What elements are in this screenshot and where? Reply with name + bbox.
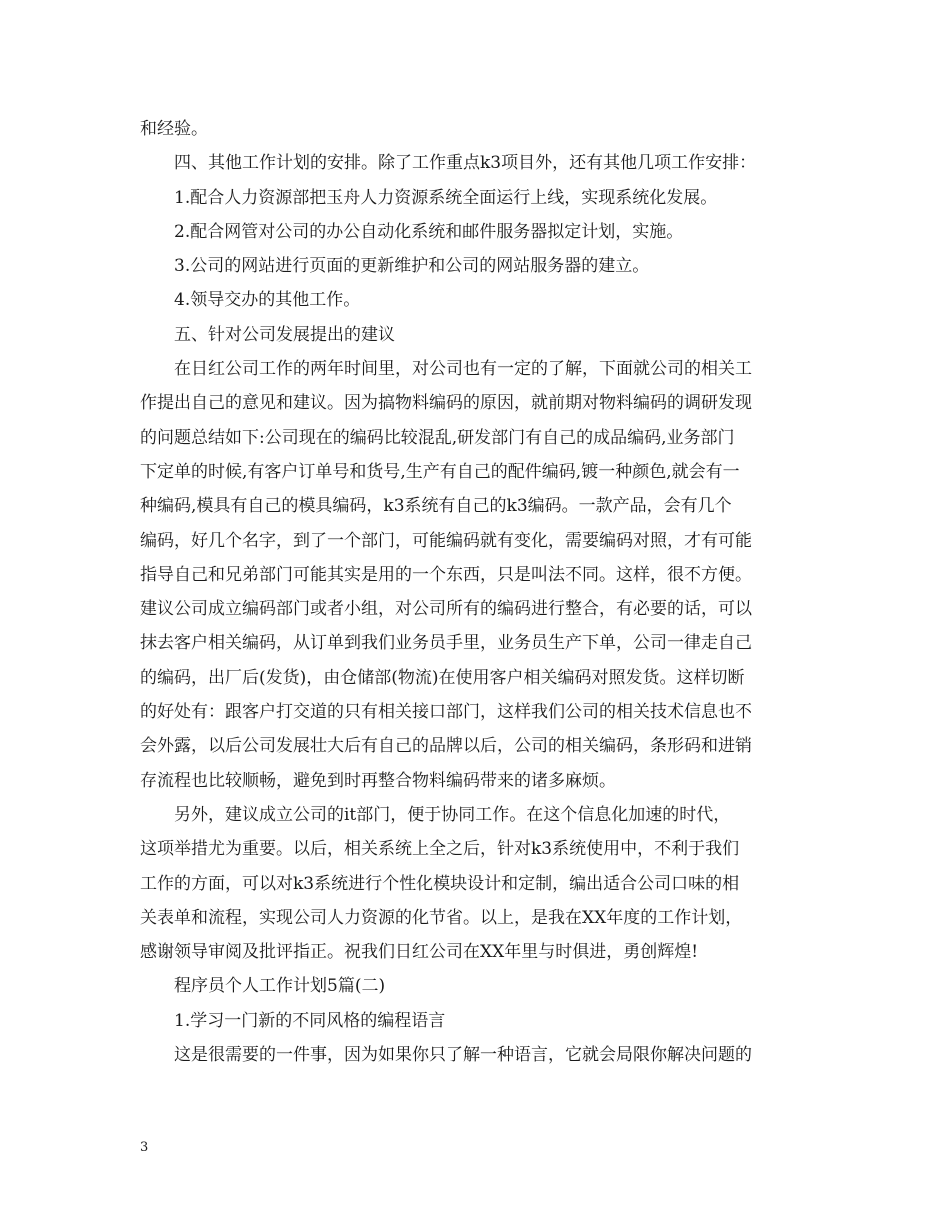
paragraph-line: 和经验。	[140, 119, 208, 139]
list-item: 1.配合人力资源部把玉舟人力资源系统全面运行上线，实现系统化发展。	[174, 187, 718, 208]
paragraph-line: 另外，建议成立公司的it部门，便于协同工作。在这个信息化加速的时代，	[174, 804, 731, 825]
section-title-part-two: 程序员个人工作计划5篇(二)	[174, 976, 386, 997]
paragraph-line: 作提出自己的意见和建议。因为搞物料编码的原因，就前期对物料编码的调研发现	[140, 393, 752, 414]
paragraph-line: 的编码，出厂后(发货)，由仓储部(物流)在使用客户相关编码对照发货。这样切断	[140, 667, 745, 688]
paragraph-line: 存流程也比较顺畅，避免到时再整合物料编码带来的诸多麻烦。	[140, 770, 616, 791]
paragraph-line: 的好处有：跟客户打交道的只有相关接口部门，这样我们公司的相关技术信息也不	[140, 702, 752, 723]
paragraph-line: 种编码,模具有自己的模具编码，k3系统有自己的k3编码。一款产品，会有几个	[140, 496, 732, 517]
paragraph-line: 在日红公司工作的两年时间里，对公司也有一定的了解，下面就公司的相关工	[174, 359, 752, 380]
paragraph-line: 会外露，以后公司发展壮大后有自己的品牌以后，公司的相关编码，条形码和进销	[140, 736, 752, 757]
list-item: 3.公司的网站进行页面的更新维护和公司的网站服务器的建立。	[174, 256, 650, 277]
paragraph-line: 建议公司成立编码部门或者小组，对公司所有的编码进行整合，有必要的话，可以	[140, 599, 752, 620]
paragraph-line: 这是很需要的一件事，因为如果你只了解一种语言，它就会局限你解决问题的	[174, 1045, 752, 1066]
page-number: 3	[140, 1140, 149, 1155]
paragraph-line: 工作的方面，可以对k3系统进行个性化模块设计和定制，编出适合公司口味的相	[140, 873, 740, 894]
paragraph-line: 下定单的时候,有客户订单号和货号,生产有自己的配件编码,镀一种颜色,就会有一	[140, 461, 740, 482]
paragraph-line: 抹去客户相关编码，从订单到我们业务员手里，业务员生产下单，公司一律走自己	[140, 633, 752, 654]
numbered-heading: 1.学习一门新的不同风格的编程语言	[174, 1010, 446, 1031]
paragraph-line: 这项举措尤为重要。以后，相关系统上全之后，针对k3系统使用中，不利于我们	[140, 839, 740, 860]
section-heading-suggestions: 五、针对公司发展提出的建议	[174, 324, 395, 345]
section-heading-other-plans: 四、其他工作计划的安排。除了工作重点k3项目外，还有其他几项工作安排：	[174, 153, 757, 174]
list-item: 2.配合网管对公司的办公自动化系统和邮件服务器拟定计划，实施。	[174, 221, 684, 242]
paragraph-line: 指导自己和兄弟部门可能其实是用的一个东西，只是叫法不同。这样，很不方便。	[140, 564, 752, 585]
paragraph-line: 感谢领导审阅及批评指正。祝我们日红公司在XX年里与时俱进，勇创辉煌!	[140, 942, 699, 963]
paragraph-line: 关表单和流程，实现公司人力资源的化节省。以上，是我在XX年度的工作计划，	[140, 907, 743, 928]
paragraph-line: 编码，好几个名字，到了一个部门，可能编码就有变化，需要编码对照，才有可能	[140, 530, 752, 551]
paragraph-line: 的问题总结如下:公司现在的编码比较混乱,研发部门有自己的成品编码,业务部门	[140, 427, 735, 448]
list-item: 4.领导交办的其他工作。	[174, 290, 361, 311]
document-body	[140, 112, 812, 1072]
